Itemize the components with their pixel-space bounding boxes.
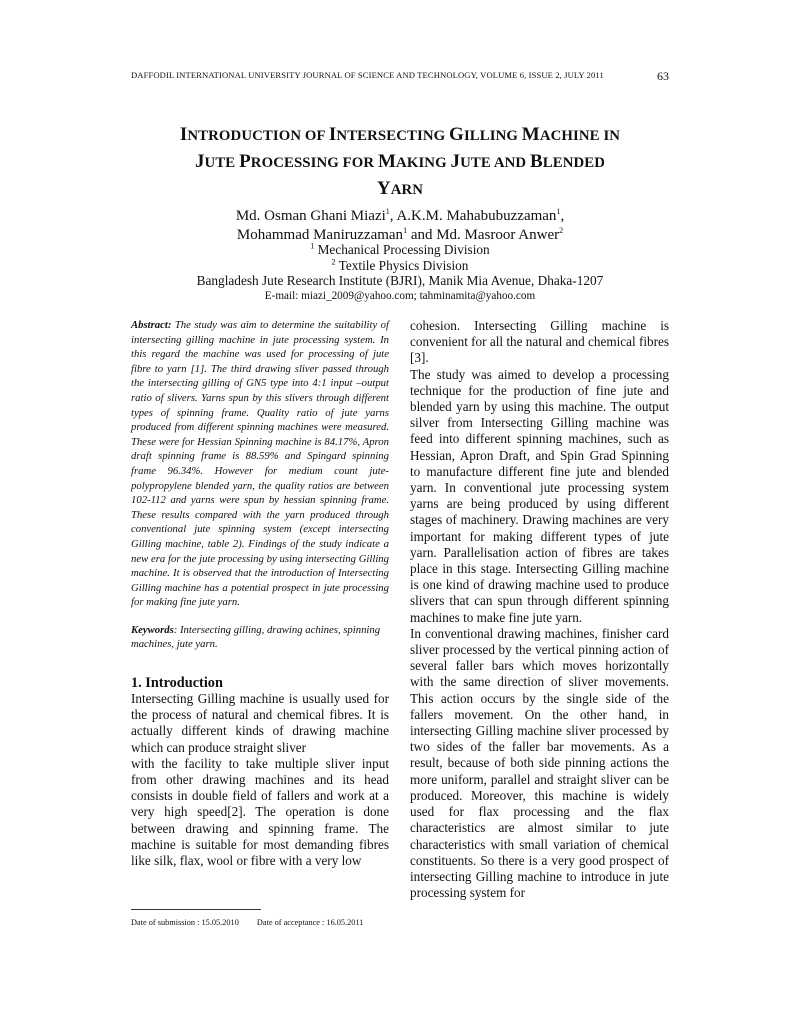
author-emails: E-mail: miazi_2009@yahoo.com; tahminamita@yahoo.com (264, 289, 536, 302)
affiliation-2: $^2$ Textile Physics Division (331, 257, 469, 273)
affiliations (100, 242, 700, 304)
page-number: 63 (657, 69, 669, 83)
right-column (410, 318, 669, 901)
body-paragraph-3: In conventional drawing machines, finisher card sliver processed by the vertical pinning action of several faller bars which moves horizontally with the same direction of sliver movements. This action occurs by the single side of the fallers movement. On the other hand, in intersecting Gilling machine sliver processed by two sides of the faller bar movements. As a result, because of both side pinning actions the more uniform, parallel and straight sliver can be produced. Moreover, this machine is widely used for flax processing and the flax characteristics are almost similar to jute characteristics with small variation of chemical constituents. So there is a very good prospect of intersecting Gilling machine to introduce in jute processing system for (410, 625, 669, 901)
institute: Bangladesh Jute Research Institute (BJRI), Manik Mia Avenue, Dhaka-1207 (196, 273, 604, 288)
intro-paragraph-1: Intersecting Gilling machine is usually used for the process of natural and chemical fibres. It is actually different kinds of drawing machine which can produce straight sliver (131, 691, 389, 755)
keywords: Keywords: Intersecting gilling, drawing achines, spinning machines, jute yarn. (131, 623, 381, 651)
title-line-3: YARN (376, 178, 424, 199)
date-of-submission: Date of submission : 15.05.2010 (131, 918, 239, 927)
author-list: Md. Osman Ghani Miazi$^1$, A.K.M. Mahabubuzzaman$^1$, Mohammad Maniruzzaman$^1$ and Md. Masroor Anwer$^2$ (235, 207, 565, 243)
footnote-divider (131, 909, 261, 910)
left-column (131, 318, 389, 869)
title-line-1: INTRODUCTION OF INTERSECTING GILLING MACHINE IN (179, 124, 621, 145)
paper-title (60, 122, 740, 203)
affiliation-1: $^1$ Mechanical Processing Division (310, 241, 490, 257)
title-line-2: JUTE PROCESSING FOR MAKING JUTE AND BLENDED (194, 151, 606, 172)
running-head: DAFFODIL INTERNATIONAL UNIVERSITY JOURNAL OF SCIENCE AND TECHNOLOGY, VOLUME 6, ISSUE 2, JULY 2011 (131, 70, 604, 80)
intro-paragraph-2: with the facility to take multiple sliver input from other drawing machines and its head consists in double field of fallers and work at a very high speed[2]. The operation is done between drawing and spinning frame. The machine is suitable for most demanding fibres like silk, flax, wool or fibre with a very low (131, 755, 389, 869)
abstract: Abstract: The study was aim to determine the suitability of intersecting gilling machine in jute processing system. In this regard the machine was used for processing of jute fibre to yarn [1]. The third drawing sliver passed through the intersecting gilling of GN5 type into 4:1 input –output ratio of slivers. Yarns spun by this slivers through different types of spinning frame. Quality ratio of jute yarns produced from different spinning machines were measured. These were for Hessian Spinning machine is 84.17%, Apron draft spinning frame is 88.59% and Spingard spinning frame 96.34%. However for medium count jute-polypropylene blended yarn, the quality ratios are between 102-112 and yarns were spun by hessian spinning frame. These results compared with the yarn produced through conventional jute spinning system (except intersecting Gilling machine, table 2). Findings of the study indicate a new era for the jute processing by using intersecting Gilling machine. It is observed that the introduction of Intersecting Gilling machine has a potential prospect in jute processing for making fine jute yarn. (131, 319, 389, 609)
date-of-acceptance: Date of acceptance : 16.05.2011 (256, 918, 364, 927)
body-paragraph-2: The study was aimed to develop a processing technique for the production of fine jute and blended yarn by using this machine. The output silver from Intersecting Gilling machine was feed into different spinning machines, such as Hessian, Apron Draft, and Spin Grad Spinning to manufacture different fine jute and blended yarn. In conventional jute processing system yarns are being produced by using different stages of machinery. Drawing machines are very important for making different types of jute yarn. Parallelisation action of fibres are takes place in this stage. Intersecting Gilling machine is one kind of drawing machine used to produce slivers that can spun through different spinning machines to make fine jute yarn. (410, 366, 669, 625)
submission-dates (131, 918, 381, 927)
section-heading-introduction: 1. Introduction (131, 675, 223, 692)
body-paragraph-1: cohesion. Intersecting Gilling machine is convenient for all the natural and chemical fibres [3]. (410, 318, 669, 366)
